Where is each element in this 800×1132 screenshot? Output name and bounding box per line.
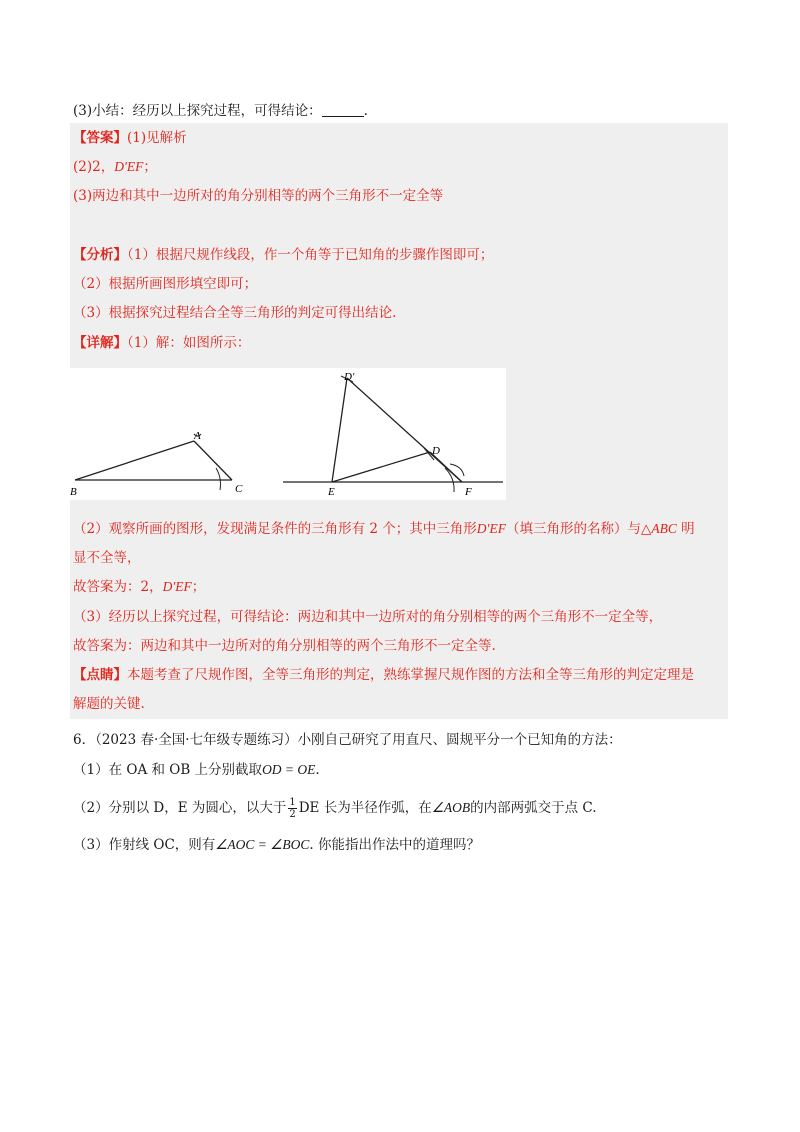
- q5-part3-text: (3)小结：经历以上探究过程，可得结论：: [73, 103, 322, 119]
- answer-line3: (3)两边和其中一边所对的角分别相等的两个三角形不一定全等: [73, 188, 444, 204]
- construction-figure: [70, 368, 506, 500]
- detail-tag: 【详解】: [73, 335, 127, 351]
- detail-p2-b: （填三角形的名称）与△: [505, 521, 652, 537]
- answer-line2-suffix: ；: [143, 159, 157, 175]
- detail-ans2: [73, 577, 205, 597]
- analysis-line2: （2）根据所画图形填空即可；: [73, 276, 258, 292]
- detail-ans3: 故答案为：两边和其中一边所对的角分别相等的两个三角形不一定全等.: [73, 638, 496, 654]
- analysis-text1: （1）根据尺规作线段，作一个角等于已知角的步骤作图即可；: [127, 247, 494, 263]
- label-B: B: [70, 486, 77, 498]
- q6-step1: [73, 760, 320, 780]
- label-F: F: [465, 486, 472, 498]
- analysis-line1: [73, 245, 493, 265]
- q6-step2-math: ∠AOB: [431, 800, 471, 815]
- comment-tag: 【点睛】: [73, 667, 127, 683]
- label-E: E: [328, 486, 335, 498]
- detail-ans2-prefix: 故答案为：2，: [73, 579, 163, 595]
- q6-step1-suffix: .: [315, 762, 320, 778]
- detail-ans2-math: D′EF: [162, 579, 192, 594]
- answer-tag: 【答案】: [73, 130, 127, 146]
- label-D-prime: D′: [344, 371, 355, 383]
- detail-line1: [73, 333, 250, 353]
- q6-step2-prefix: （2）分别以 D，E 为圆心，以大于: [73, 800, 287, 816]
- label-C: C: [235, 483, 243, 495]
- label-A: A: [194, 430, 201, 442]
- q6-number: 6．: [73, 732, 96, 748]
- q6-step3-suffix: . 你能指出作法中的道理吗？: [309, 837, 480, 853]
- label-D: D: [432, 445, 440, 457]
- detail-p2-math: D′EF: [476, 521, 506, 536]
- q6-stem: [73, 730, 622, 750]
- detail-text1: （1）解：如图所示：: [127, 335, 251, 351]
- q6-step2: [73, 797, 597, 820]
- detail-ans2-suffix: ；: [191, 579, 206, 595]
- analysis-line3: （3）根据探究过程结合全等三角形的判定可得出结论.: [73, 305, 397, 321]
- q6-step2-suffix: 的内部两弧交于点 C.: [470, 800, 597, 816]
- q6-step3-prefix: （3）作射线 OC，则有: [73, 837, 216, 853]
- comment-text1: 本题考查了尺规作图，全等三角形的判定，熟练掌握尺规作图的方法和全等三角形的判定定理是: [127, 667, 694, 683]
- answer-line1: [73, 128, 187, 148]
- comment-line2: 解题的关键.: [73, 696, 145, 712]
- detail-p2-line1: [73, 519, 695, 539]
- detail-p2-c: 明: [676, 521, 695, 537]
- detail-p2-triangle: ABC: [651, 521, 677, 536]
- answer-blank: [322, 102, 364, 117]
- detail-p3: （3）经历以上探究过程，可得结论：两边和其中一边所对的角分别相等的两个三角形不一定全等，: [73, 609, 663, 625]
- q6-step3: [73, 835, 480, 855]
- comment-line1: [73, 665, 694, 685]
- fraction-numerator: 1: [289, 797, 296, 808]
- q6-step1-math: OD = OE: [262, 762, 316, 777]
- q6-step2-mid: DE 长为半径作弧，在: [298, 800, 432, 816]
- fraction-one-half: [288, 797, 296, 820]
- q5-part3-suffix: .: [363, 103, 368, 119]
- answer-text1: (1)见解析: [127, 130, 187, 146]
- fraction-denominator: 2: [289, 809, 296, 820]
- q5-part3: [73, 101, 368, 121]
- analysis-tag: 【分析】: [73, 247, 127, 263]
- detail-p2-a: （2）观察所画的图形，发现满足条件的三角形有 2 个；其中三角形: [73, 521, 477, 537]
- answer-line2-math: D′EF: [114, 159, 144, 174]
- q6-step1-prefix: （1）在 OA 和 OB 上分别截取: [73, 762, 263, 778]
- answer-line2-prefix: (2)2，: [73, 159, 115, 175]
- detail-p2-line2: 显不全等，: [73, 550, 141, 566]
- q6-stem-text: （2023 春·全国·七年级专题练习）小刚自己研究了用直尺、圆规平分一个已知角的方法：: [95, 732, 622, 748]
- q6-step3-math: ∠AOC = ∠BOC: [215, 837, 310, 852]
- answer-line2: [73, 157, 157, 177]
